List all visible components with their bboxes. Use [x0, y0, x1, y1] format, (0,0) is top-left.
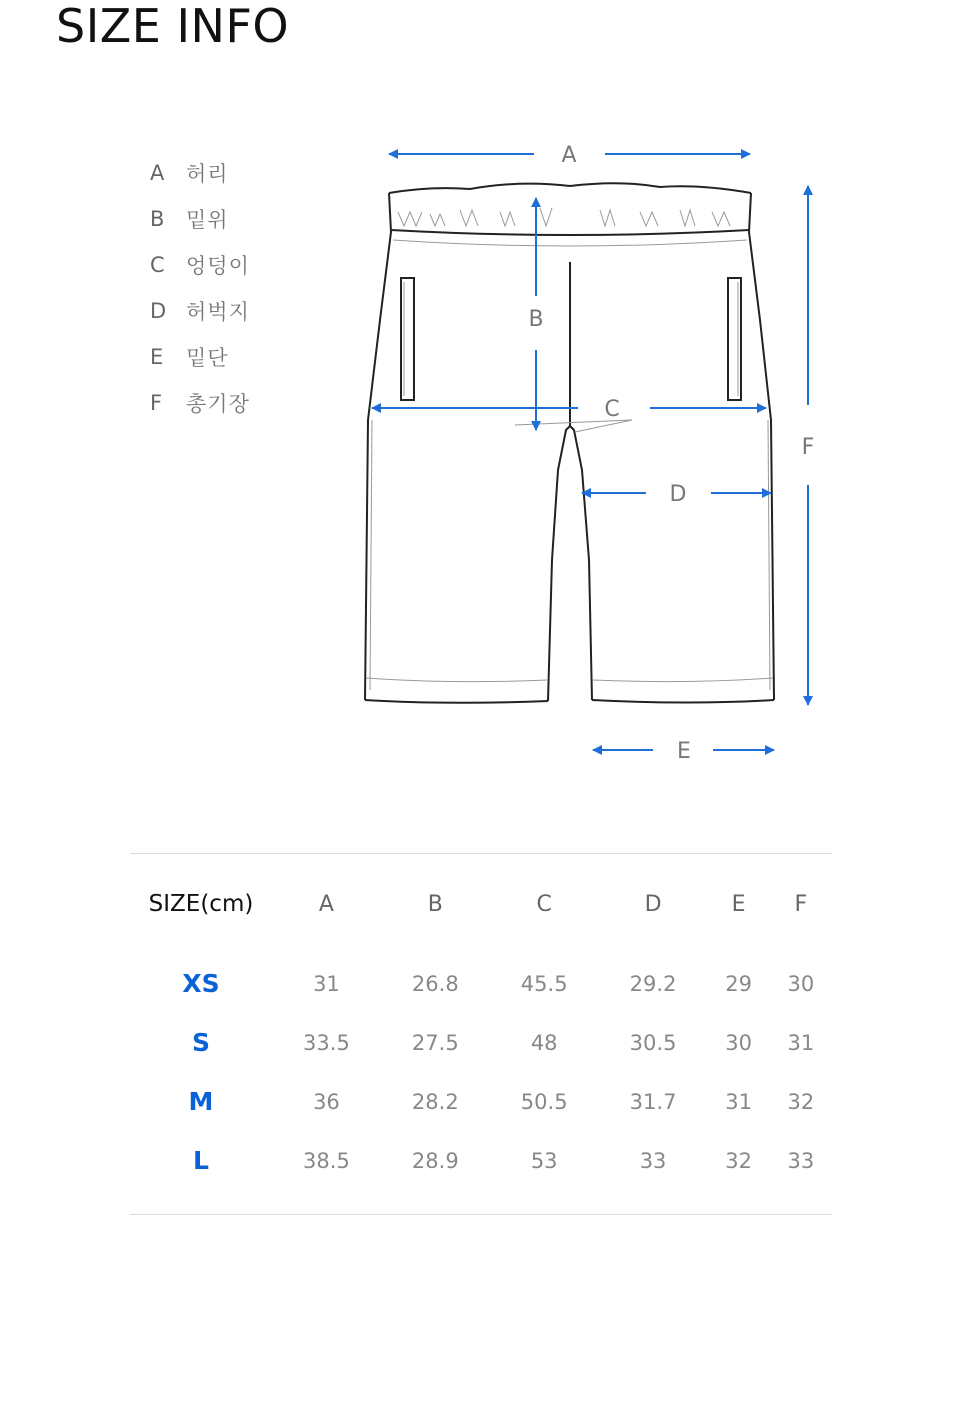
value-cell: 31 [787, 1030, 815, 1055]
table-row [130, 1131, 832, 1190]
value-cell: 31.7 [629, 1089, 677, 1114]
table-row [130, 1072, 832, 1131]
legend-label: 엉덩이 [186, 254, 250, 278]
value-cell: 38.5 [303, 1148, 350, 1173]
table-row [130, 1013, 832, 1072]
value-cell: 29.2 [629, 971, 677, 996]
legend-key: E [150, 345, 164, 369]
value-cell: 30 [787, 971, 815, 996]
value-cell: 31 [725, 1089, 752, 1114]
value-cell: 33.5 [303, 1030, 350, 1055]
header-c: C [536, 891, 552, 917]
legend-label: 밑위 [186, 208, 229, 232]
legend-label: 허벅지 [186, 300, 250, 324]
value-cell: 36 [313, 1089, 340, 1114]
value-cell: 32 [725, 1148, 752, 1173]
value-cell: 29 [725, 971, 752, 996]
value-cell: 33 [787, 1148, 815, 1173]
label-d: D [669, 482, 687, 507]
label-b: B [528, 307, 544, 332]
value-cell: 32 [787, 1089, 815, 1114]
value-cell: 26.8 [411, 971, 459, 996]
value-cell: 30.5 [629, 1030, 677, 1055]
value-cell: 48 [530, 1030, 558, 1055]
header-f: F [794, 891, 808, 917]
measurement-arrows [372, 154, 808, 750]
value-cell: 27.5 [411, 1030, 459, 1055]
label-f: F [801, 435, 815, 460]
size-label: S [191, 1028, 210, 1057]
value-cell: 31 [313, 971, 340, 996]
value-cell: 53 [530, 1148, 558, 1173]
legend-label: 총기장 [186, 392, 250, 416]
legend-key: F [150, 391, 163, 415]
shorts-outline [365, 183, 774, 703]
value-cell: 28.9 [411, 1148, 459, 1173]
size-label: L [193, 1146, 209, 1175]
header-b: B [427, 891, 443, 917]
size-table-section [130, 853, 832, 1215]
label-c: C [604, 397, 620, 422]
label-a: A [561, 143, 577, 168]
table-bottom-rule [130, 1214, 832, 1215]
legend-key: C [150, 253, 165, 277]
label-e: E [677, 739, 691, 764]
value-cell: 50.5 [520, 1089, 568, 1114]
header-size: SIZE(cm) [148, 891, 254, 917]
value-cell: 28.2 [411, 1089, 459, 1114]
legend-label: 밑단 [186, 346, 229, 370]
legend-key: B [150, 207, 165, 231]
value-cell: 33 [639, 1148, 667, 1173]
page-title: SIZE INFO [56, 0, 290, 53]
size-label: XS [182, 969, 220, 998]
legend-label: 허리 [186, 162, 229, 186]
legend-key: A [150, 161, 165, 185]
value-cell: 45.5 [520, 971, 568, 996]
value-cell: 30 [725, 1030, 752, 1055]
header-a: A [318, 891, 334, 917]
legend-key: D [150, 299, 167, 323]
header-e: E [731, 891, 746, 917]
header-d: D [644, 891, 662, 917]
table-row [130, 954, 832, 1013]
table-header-row [130, 854, 832, 954]
size-label: M [188, 1087, 214, 1116]
size-table [130, 854, 832, 1190]
